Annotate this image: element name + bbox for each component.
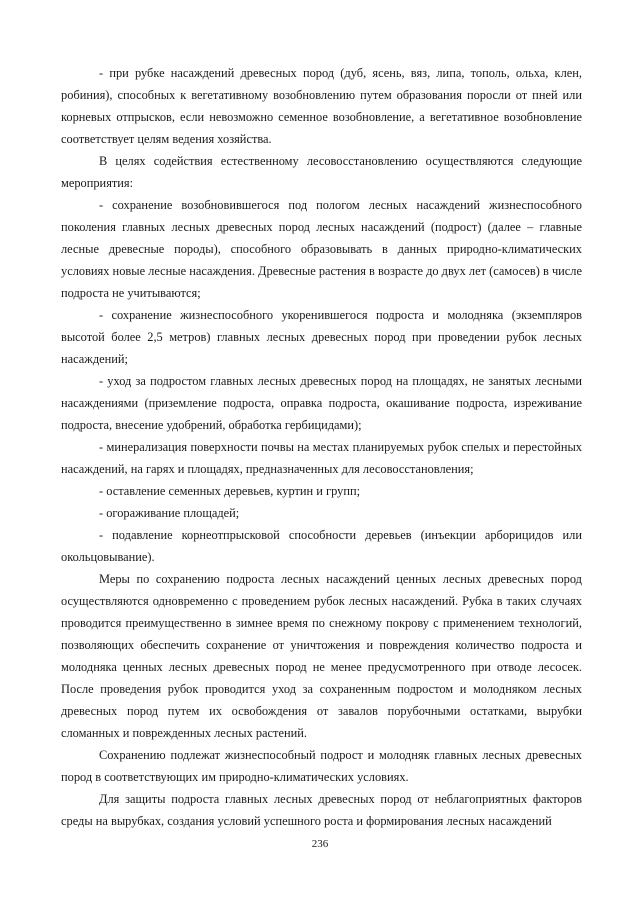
paragraph-5: - уход за подростом главных лесных древесных пород на площадях, не занятых лесными насаждениями (приземление подроста, оправка подроста, окашивание подроста, изреживание подроста, внесение удобрений, обработка гербицидами); bbox=[61, 374, 582, 432]
paragraph-3: - сохранение возобновившегося под пологом лесных насаждений жизнеспособного поколения главных лесных древесных пород лесных насаждений (подрост) (далее – главные лесные древесные породы), способного образовывать в данных природно-климатических условиях новые лесные насаждения. Древесные растения в возрасте до двух лет (самосев) в числе подроста не учитываются; bbox=[61, 198, 582, 300]
paragraph-6: - минерализация поверхности почвы на местах планируемых рубок спелых и перестойных насаждений, на гарях и площадях, предназначенных для лесовосстановления; bbox=[61, 440, 582, 476]
page-number: 236 bbox=[311, 838, 329, 850]
paragraph-4: - сохранение жизнеспособного укоренившегося подроста и молодняка (экземпляров высотой более 2,5 метров) главных лесных древесных пород при проведении рубок лесных насаждений; bbox=[61, 308, 582, 366]
body-text bbox=[61, 62, 582, 832]
paragraph-10: Меры по сохранению подроста лесных насаждений ценных лесных древесных пород осуществляются одновременно с проведением рубок лесных насаждений. Рубка в таких случаях проводится преимущественно в зимнее время по снежному покрову с применением технологий, позволяющих обеспечить сохранение от уничтожения и повреждения количество подроста и молодняка ценных лесных древесных пород не менее предусмотренного при отводе лесосек. После проведения рубок проводится уход за сохраненным подростом и молодняком лесных древесных пород путем их освобождения от завалов порубочными остатками, вырубки сломанных и поврежденных лесных растений. bbox=[61, 572, 582, 740]
paragraph-11: Сохранению подлежат жизнеспособный подрост и молодняк главных лесных древесных пород в соответствующих им природно-климатических условиях. bbox=[61, 748, 582, 784]
paragraph-2: В целях содействия естественному лесовосстановлению осуществляются следующие мероприятия: bbox=[61, 154, 582, 190]
paragraph-8: - огораживание площадей; bbox=[99, 506, 240, 520]
paragraph-7: - оставление семенных деревьев, куртин и групп; bbox=[99, 484, 361, 498]
paragraph-9: - подавление корнеотпрысковой способности деревьев (инъекции арборицидов или окольцовывание). bbox=[61, 528, 582, 564]
paragraph-12: Для защиты подроста главных лесных древесных пород от неблагоприятных факторов среды на вырубках, создания условий успешного роста и формирования лесных насаждений bbox=[61, 792, 582, 828]
paragraph-1: - при рубке насаждений древесных пород (дуб, ясень, вяз, липа, тополь, ольха, клен, робиния), способных к вегетативному возобновлению путем образования поросли от пней или корневых отпрысков, если невозможно семенное возобновление, а вегетативное возобновление соответствует целям ведения хозяйства. bbox=[61, 66, 582, 146]
